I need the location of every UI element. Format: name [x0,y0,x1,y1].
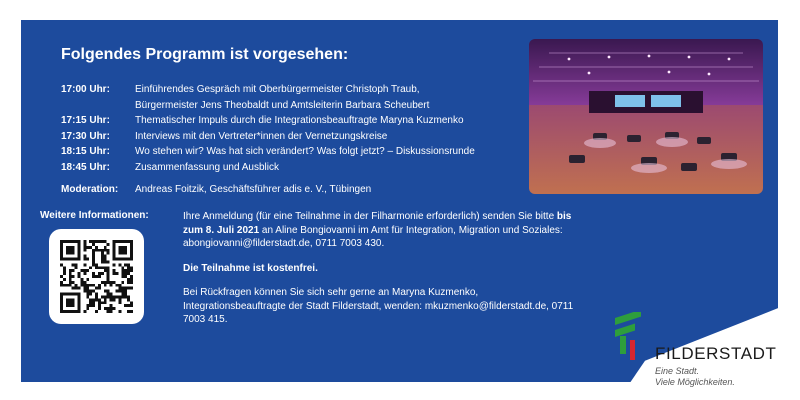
qr-code-icon [49,229,144,324]
free-participation: Die Teilnahme ist kostenfrei. [183,262,318,274]
moderation-row [61,182,475,198]
info-text [183,210,583,338]
registration-deadline: bis zum 8. Juli 2021 [183,211,572,236]
moderation-text: Andreas Foitzik, Geschäftsführer adis e. V., Tübingen [135,184,372,195]
schedule-time: 18:45 Uhr: [61,161,110,173]
schedule-row [61,144,475,160]
logo-tagline: Eine Stadt. Viele Möglichkeiten. [655,366,735,387]
schedule-description: Wo stehen wir? Was hat sich verändert? Was folgt jetzt? – Diskussionsrunde [135,146,475,157]
schedule-row [61,160,475,176]
schedule-time: 17:30 Uhr: [61,130,110,142]
schedule-time: 17:15 Uhr: [61,115,110,126]
schedule-description: Interviews mit den Vertreter*innen der Vernetzungskreise [135,130,388,142]
qr-code-graphic [60,240,133,313]
schedule-description: Bürgermeister Jens Theobaldt und Amtsleiterin Barbara Scheubert [135,99,430,111]
schedule [61,82,475,198]
event-hall-photo [529,39,763,194]
schedule-description: Thematischer Impuls durch die Integrationsbeauftragte Maryna Kuzmenko [135,115,464,126]
filderstadt-logo-icon [612,312,648,362]
schedule-time: 18:15 Uhr: [61,146,110,157]
schedule-row [61,129,475,145]
schedule-row-continuation [61,98,475,114]
schedule-row [61,82,475,98]
schedule-time: 17:00 Uhr: [61,84,110,95]
schedule-description: Zusammenfassung und Ausblick [135,161,279,173]
schedule-description: Einführendes Gespräch mit Oberbürgermeister Christoph Traub, [135,84,420,95]
moderation-label: Moderation: [61,184,119,195]
registration-paragraph: Ihre Anmeldung (für eine Teilnahme in der Filharmonie erforderlich) senden Sie bitte bis zum 8. Juli 2021 an Aline Bongiovanni im Amt für Integration, Migration und Soziales: abongiovanni@filderstadt.de, 0711 7003 430. [183,211,572,249]
logo-wordmark: FILDERSTADT [655,344,777,363]
schedule-row [61,113,475,129]
questions-paragraph: Bei Rückfragen können Sie sich sehr gerne an Maryna Kuzmenko, Integrationsbeauftragte der Stadt Filderstadt, wenden: mkuzmenko@filderstadt.de, 0711 7003 415. [183,287,574,325]
info-label: Weitere Informationen: [40,210,149,221]
event-hall-photo-graphic [529,39,763,194]
program-title: Folgendes Programm ist vorgesehen: [61,46,349,63]
